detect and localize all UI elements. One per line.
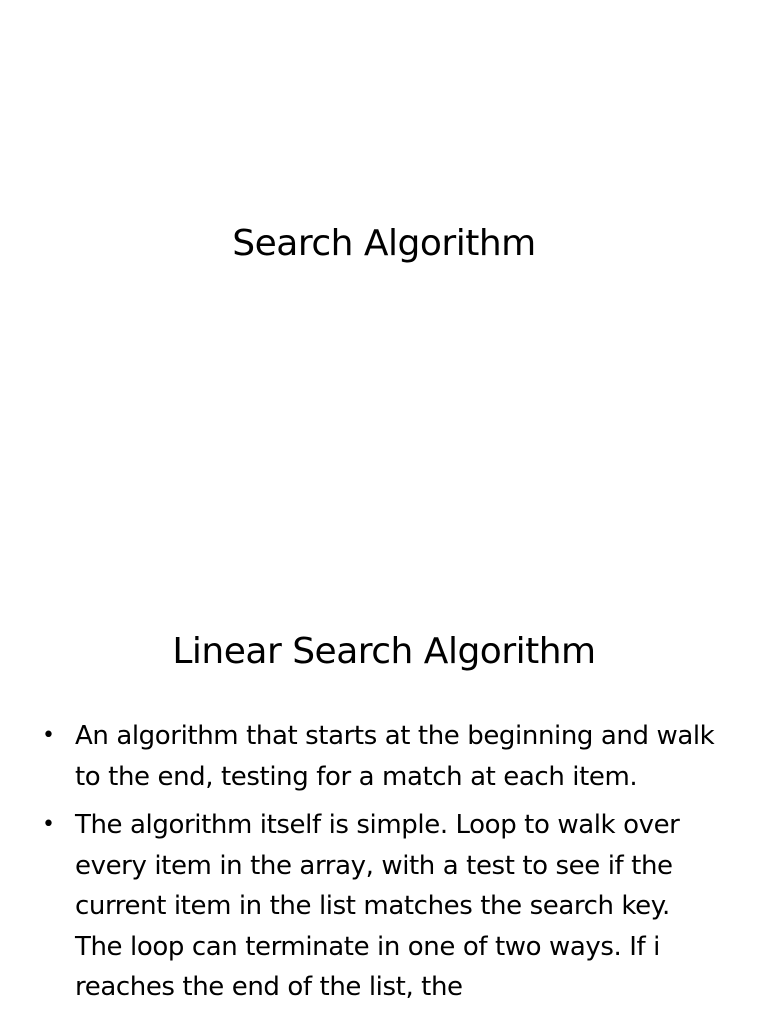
slide-title: Linear Search Algorithm (172, 631, 596, 672)
bullet-marker: • (42, 723, 55, 748)
bullet-item (42, 716, 722, 797)
bullet-item (42, 805, 722, 1008)
bullet-marker: • (42, 812, 55, 837)
bullet-list (42, 716, 722, 1016)
content-slide (0, 576, 768, 1024)
slide-title: Search Algorithm (232, 223, 536, 264)
bullet-text: The algorithm itself is simple. Loop to walk over every item in the array, with a test to see if the current item in the list matches the search key. The loop can terminate in one of two ways. If i reaches the end of the list, the (75, 810, 680, 1002)
bullet-text: An algorithm that starts at the beginning and walk to the end, testing for a match at each item. (75, 721, 715, 792)
